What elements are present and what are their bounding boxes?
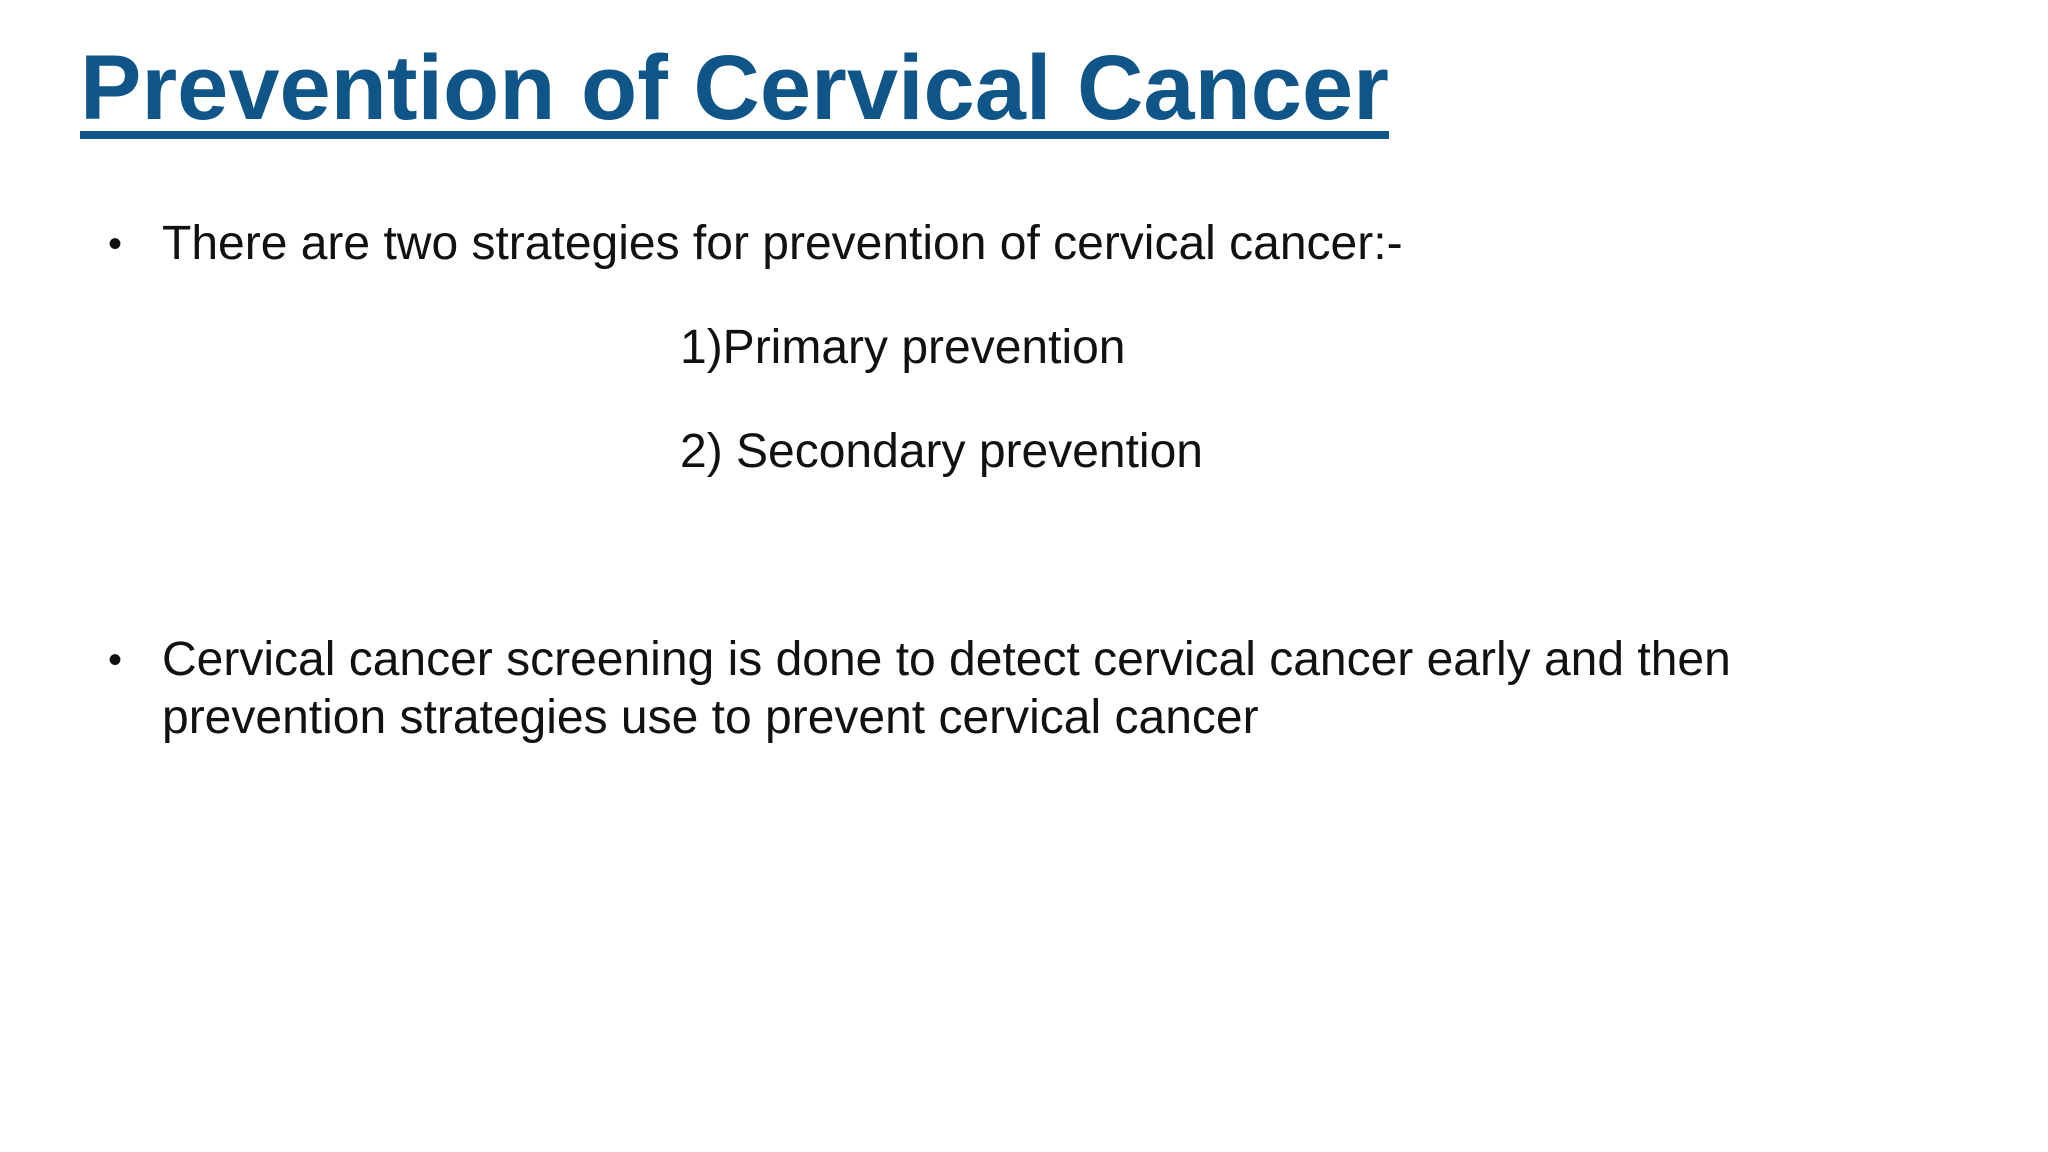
bullet-item-strategies xyxy=(108,215,1828,273)
bullet-icon: • xyxy=(108,638,123,682)
slide-title: Prevention of Cervical Cancer xyxy=(80,37,1389,139)
primary-prevention-item: 1)Primary prevention xyxy=(680,321,1126,374)
secondary-prevention-item: 2) Secondary prevention xyxy=(680,425,1203,478)
bullet-icon: • xyxy=(108,222,123,266)
bullet-text-strategies: There are two strategies for prevention of cervical cancer:- xyxy=(162,217,1403,270)
bullet-item-screening xyxy=(108,631,1928,747)
bullet-text-screening: Cervical cancer screening is done to detect cervical cancer early and then prevention strategies use to prevent cervical cancer xyxy=(162,633,1731,744)
